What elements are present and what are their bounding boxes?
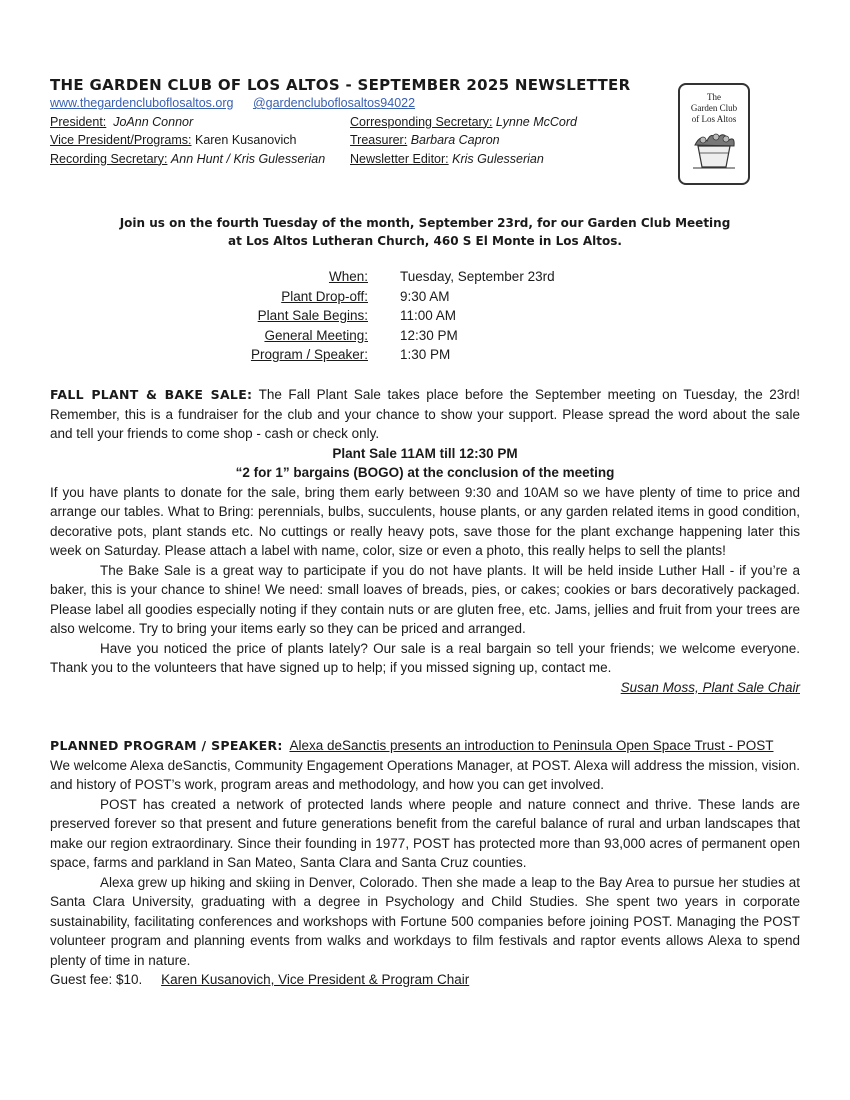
plant-sale-intro: FALL PLANT & BAKE SALE: The Fall Plant Sale takes place before the September meeting on Tuesday, the 23rd! Remember, this is a fundraiser for the club and your chance to show your support. Please spread the word about the sale and tell your friends to come shop - cash or check only. [50,387,800,441]
paragraph: Have you noticed the price of plants lately? Our sale is a real bargain so tell your friends; we welcome everyone. Thank you to the volunteers that have signed up to help; if you missed signing up, contact me. [50,640,800,675]
club-logo [678,83,750,185]
schedule-row: Plant Drop-off: 9:30 AM [281,288,450,304]
paragraph: The Bake Sale is a great way to participate if you do not have plants. It will be held inside Luther Hall - if you’re a baker, this is your chance to shine! We need: small loaves of breads, pies, or cakes; cookies or bars decoratively packaged. Please label all goodies especially noting if they contain nuts or are gluten free, etc. Jams, jellies and fruit from your trees are also welcome. Try to bring your items early so they can be priced and arranged. [50,562,800,636]
paragraph: We welcome Alexa deSanctis, Community Engagement Operations Manager, at POST. Alexa will address the mission, vision. and history of POST’s work, program areas and methodology, and how you can get involved. [50,757,800,792]
plant-sale-section [50,385,800,697]
program-heading [50,736,800,756]
schedule-row: When: Tuesday, September 23rd [328,269,555,284]
website-link[interactable]: www.thegardencluboflosaltos.org [50,96,234,110]
signature: Susan Moss, Plant Sale Chair [620,679,800,695]
schedule-row: General Meeting: 12:30 PM [264,327,458,343]
newsletter-title: THE GARDEN CLUB OF LOS ALTOS - SEPTEMBER 2025 NEWSLETTER [50,76,631,94]
program-subtitle: Alexa deSanctis presents an introduction to Peninsula Open Space Trust - POST [289,738,774,753]
sale-hours: Plant Sale 11AM till 12:30 PM [332,445,518,461]
signature: Karen Kusanovich, Vice President & Program Chair [161,972,470,987]
paragraph: Alexa grew up hiking and skiing in Denver, Colorado. Then she made a leap to the Bay Area to pursue her studies at Santa Clara University, graduating with a degree in Psychology and Child Studies. She spent two years in corporate sustainability, facilitating conferences and workshops with Fortune 500 companies before joining POST. Managing the POST volunteer program and planning events from walks and workdays to film festivals and raptor events allows Alexa to spend plenty of time in nature. [50,874,800,968]
program-section [50,736,800,990]
guest-fee-line: Guest fee: $10. Karen Kusanovich, Vice President & Program Chair [50,972,470,987]
paragraph: If you have plants to donate for the sale, bring them early between 9:30 and 10AM so we have plenty of time to price and arrange our tables. What to Bring: perennials, bulbs, succulents, house plants, or any garden related items in good condition, decorative pots, plant stands etc. No cuttings or really heavy pots, save those for the plant exchange happening later this week on Saturday. Please attach a label with name, color, size or even a photo, this really helps to sell the plants! [50,484,800,558]
schedule-row: Program / Speaker: 1:30 PM [250,347,451,362]
officer-entry: Vice President/Programs: Karen Kusanovich [50,133,297,147]
flower-pot-icon [689,127,739,171]
paragraph: POST has created a network of protected lands where people and nature connect and thrive. These lands are preserved forever so that present and future generations benefit from the careful balance of rural and urban landscapes that make our region extraordinary. Since their founding in 1977, POST has protected more than 93,000 acres of permanent open space, farms and parkland in San Mateo, Santa Clara and Santa Cruz counties. [50,796,800,870]
officer-entry: Corresponding Secretary: Lynne McCord [350,114,577,129]
officer-entry: Treasurer: Barbara Capron [350,133,500,147]
schedule-row: Plant Sale Begins: 11:00 AM [257,308,457,323]
meeting-schedule [200,267,555,365]
officer-entry: Recording Secretary: Ann Hunt / Kris Gulesserian [50,151,326,166]
logo-text: The Garden Club of Los Altos [690,92,738,124]
meeting-invitation: Join us on the fourth Tuesday of the month, September 23rd, for our Garden Club Meeting at Los Altos Lutheran Church, 460 S El Monte in Los Altos. [119,216,731,248]
social-link[interactable]: @gardencluboflosaltos94022 [252,96,416,110]
section-heading: PLANNED PROGRAM / SPEAKER: [50,738,283,753]
officer-entry: President: JoAnn Connor [50,114,194,129]
bogo-note: “2 for 1” bargains (BOGO) at the conclusion of the meeting [235,465,615,480]
section-heading: FALL PLANT & BAKE SALE: [50,387,253,402]
officer-entry: Newsletter Editor: Kris Gulesserian [350,151,544,166]
